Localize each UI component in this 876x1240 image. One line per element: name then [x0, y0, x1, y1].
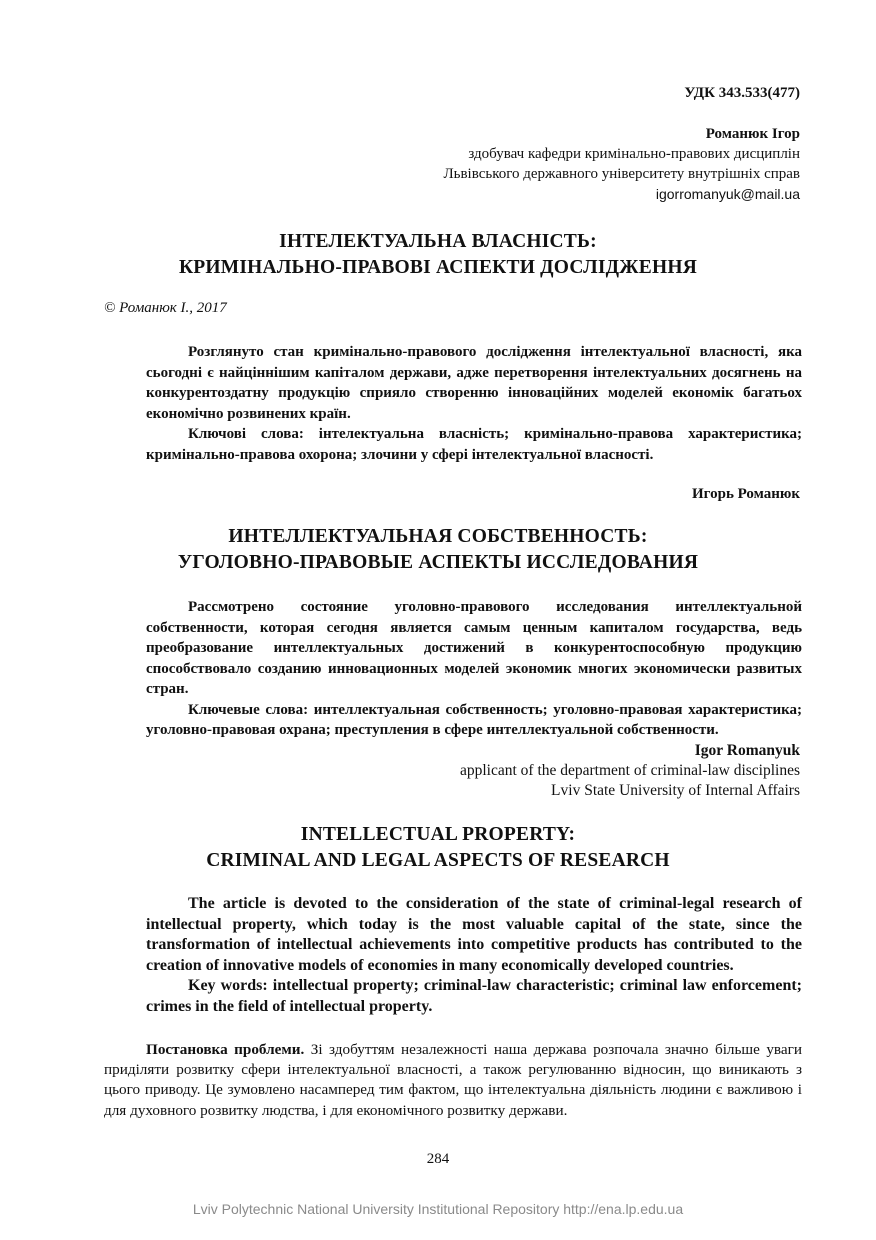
en-abstract-text: The article is devoted to the consideration of the state of criminal-legal research of intellectual property, which today is the most valuable capital of the state, since the transformation of intellectual achievements into competitive products has contributed to the creation of innovative models of economies in many economically developed countries. — [146, 895, 802, 974]
ua-title-line-2: КРИМІНАЛЬНО-ПРАВОВІ АСПЕКТИ ДОСЛІДЖЕННЯ — [178, 257, 698, 278]
ua-author-institution: Львівського державного університету внутрішніх справ — [443, 166, 800, 182]
ru-title-line-2: УГОЛОВНО-ПРАВОВЫЕ АСПЕКТЫ ИССЛЕДОВАНИЯ — [177, 552, 699, 573]
en-author-position: applicant of the department of criminal-law disciplines — [459, 762, 800, 779]
en-abstract-keywords: Key words: intellectual property; criminal-law characteristic; criminal law enforcement; crimes in the field of intellectual property. — [146, 977, 802, 1015]
body-paragraph — [104, 1040, 802, 1121]
body-heading: Постановка проблеми. — [146, 1041, 305, 1058]
ua-title — [0, 229, 876, 281]
ua-title-line-1: ІНТЕЛЕКТУАЛЬНА ВЛАСНІСТЬ: — [279, 231, 597, 252]
en-author-name — [460, 741, 800, 761]
en-author-block — [460, 741, 800, 801]
ru-abstract — [146, 597, 802, 741]
en-title-line-2: CRIMINAL AND LEGAL ASPECTS OF RESEARCH — [206, 850, 670, 871]
ua-author-name: Романюк Ігор — [705, 126, 800, 142]
copyright-notice: © Романюк І., 2017 — [104, 300, 227, 316]
en-author-first: Igor — [694, 742, 723, 759]
en-author-institution: Lviv State University of Internal Affairs — [551, 782, 800, 799]
en-title — [0, 822, 876, 874]
ua-abstract-text: Розглянуто стан кримінально-правового дослідження інтелектуальної власності, яка сьогодні є найціннішим капіталом держави, адже перетворення інтелектуальних досягнень на конкурентоздатну продукцію сприяло створенню інноваційних моделей економік багатьох економічно розвинених країн. — [146, 344, 802, 422]
udc-code: УДК 343.533(477) — [684, 85, 800, 101]
en-author-last: Romanyuk — [726, 742, 800, 759]
ua-author-email: igorromanyuk@mail.ua — [655, 186, 800, 202]
ua-abstract-keywords: Ключові слова: інтелектуальна власність; кримінально-правова характеристика; кримінально-правова охорона; злочини у сфері інтелектуальної власності. — [146, 426, 802, 463]
repository-footer: Lviv Polytechnic National University Institutional Repository http://ena.lp.edu.ua — [192, 1201, 684, 1217]
ru-title — [0, 524, 876, 576]
body-paragraph-text — [104, 1040, 802, 1121]
ru-abstract-keywords: Ключевые слова: интеллектуальная собственность; уголовно-правовая характеристика; уголовно-правовая охрана; преступления в сфере интеллектуальной собственности. — [146, 701, 802, 738]
ru-abstract-text: Рассмотрено состояние уголовно-правового исследования интеллектуальной собственности, которая сегодня является самым ценным капиталом государства, ведь преобразование интеллектуальных достижений в конкурентоспособную продукцию способствовало созданию инновационных моделей экономик многих экономически развитых стран. — [146, 599, 802, 697]
en-title-line-1: INTELLECTUAL PROPERTY: — [300, 824, 576, 845]
ru-author-name: Игорь Романюк — [692, 486, 800, 502]
en-abstract — [146, 894, 802, 1017]
body-text: Зі здобуттям незалежності наша держава розпочала значно більше уваги приділяти розвитку сфери інтелектуальної власності, а також регулюванню відносин, що виникають з цього приводу. Це зумовлено насамперед тим фактом, що інтелектуальна діяльність людини є важливою і для духовного розвитку людства, і для економічного розвитку держави. — [104, 1041, 802, 1119]
ua-author-position: здобувач кафедри кримінально-правових дисциплін — [468, 146, 800, 162]
ua-abstract — [146, 342, 802, 465]
ru-title-line-1: ИНТЕЛЛЕКТУАЛЬНАЯ СОБСТВЕННОСТЬ: — [228, 526, 648, 547]
page-number: 284 — [426, 1151, 450, 1167]
ua-author-block — [443, 124, 800, 204]
